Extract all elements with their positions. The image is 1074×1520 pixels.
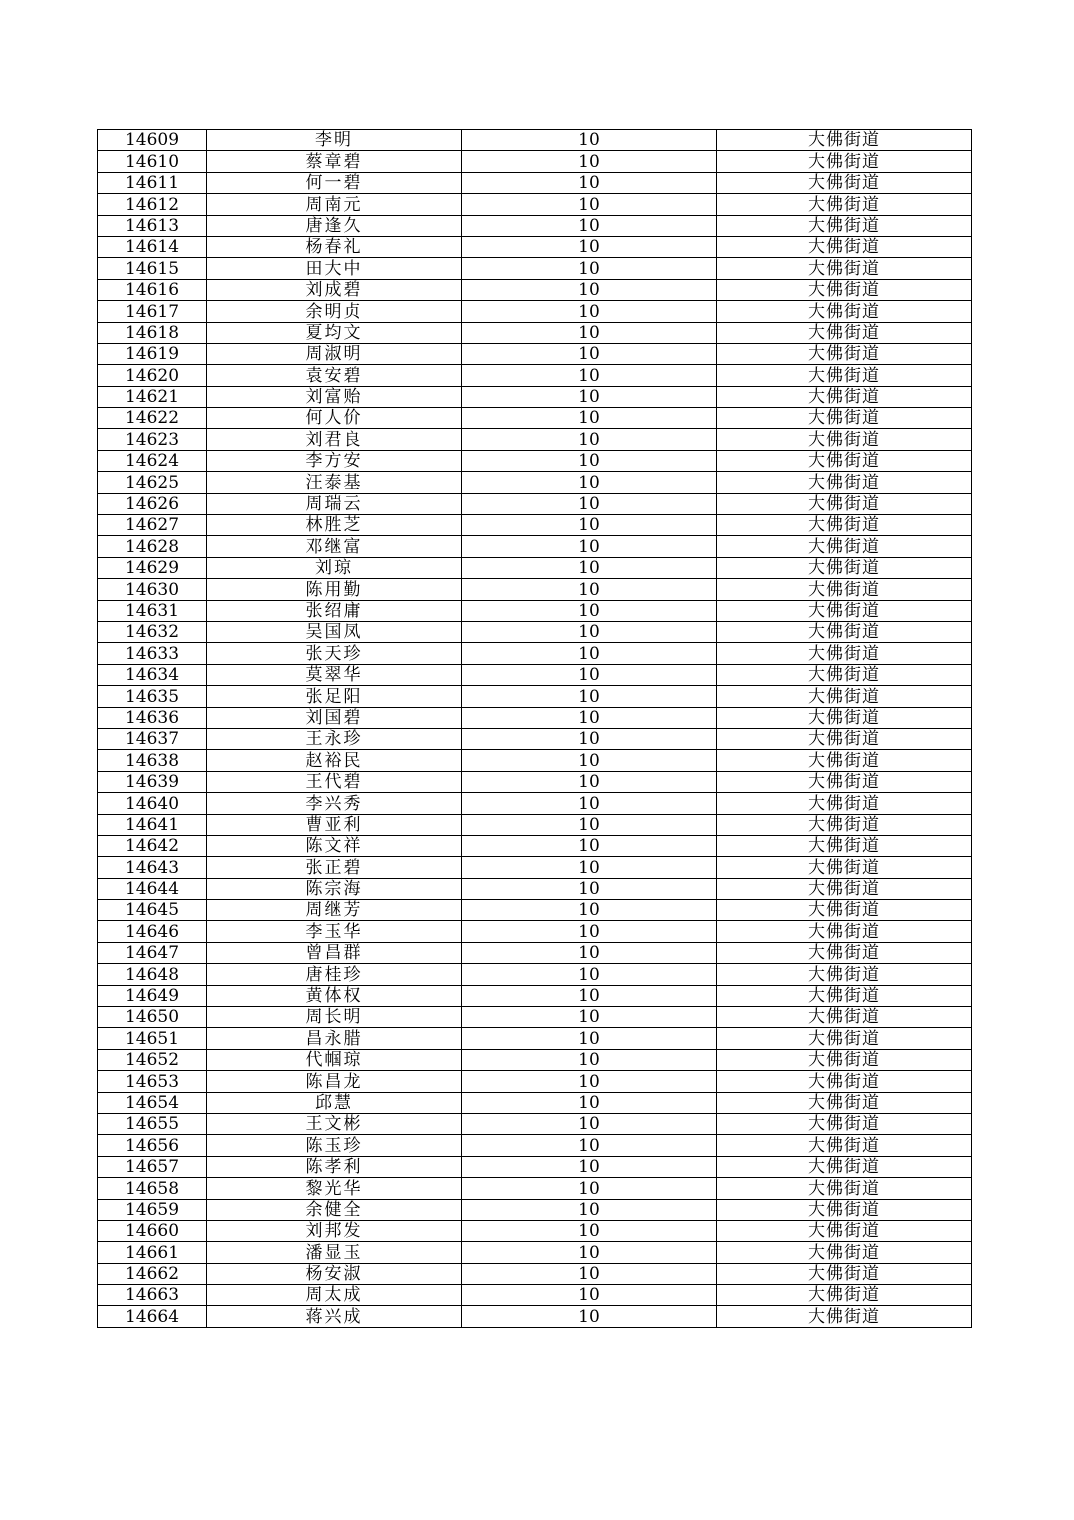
table-row [98,878,972,899]
table-row [98,686,972,707]
name-cell: 王代碧 [207,771,462,792]
table-row [98,1135,972,1156]
name-cell: 刘琼 [207,557,462,578]
amount-cell: 10 [462,1242,717,1263]
district-cell: 大佛街道 [717,664,972,685]
table-row [98,215,972,236]
amount-cell: 10 [462,194,717,215]
row-number-cell: 14647 [98,942,207,963]
table-row [98,793,972,814]
name-cell: 周继芳 [207,900,462,921]
name-cell: 蒋兴成 [207,1306,462,1327]
name-cell: 夏均文 [207,322,462,343]
row-number-cell: 14629 [98,557,207,578]
name-cell: 刘君良 [207,429,462,450]
district-cell: 大佛街道 [717,1285,972,1306]
name-cell: 邱慧 [207,1092,462,1113]
amount-cell: 10 [462,322,717,343]
table-row [98,515,972,536]
name-cell: 周南元 [207,194,462,215]
row-number-cell: 14653 [98,1071,207,1092]
name-cell: 周淑明 [207,343,462,364]
name-cell: 田大中 [207,258,462,279]
table-row [98,279,972,300]
amount-cell: 10 [462,750,717,771]
amount-cell: 10 [462,1263,717,1284]
name-cell: 曹亚利 [207,814,462,835]
amount-cell: 10 [462,793,717,814]
district-cell: 大佛街道 [717,878,972,899]
table-row [98,835,972,856]
district-cell: 大佛街道 [717,750,972,771]
district-cell: 大佛街道 [717,579,972,600]
district-cell: 大佛街道 [717,643,972,664]
district-cell: 大佛街道 [717,835,972,856]
amount-cell: 10 [462,1156,717,1177]
amount-cell: 10 [462,279,717,300]
row-number-cell: 14640 [98,793,207,814]
amount-cell: 10 [462,600,717,621]
name-cell: 刘国碧 [207,707,462,728]
amount-cell: 10 [462,964,717,985]
amount-cell: 10 [462,664,717,685]
roster-sheet [97,129,971,1328]
table-row [98,771,972,792]
district-cell: 大佛街道 [717,429,972,450]
roster-table-body [98,130,972,1328]
name-cell: 周长明 [207,1007,462,1028]
row-number-cell: 14645 [98,900,207,921]
table-row [98,557,972,578]
name-cell: 李明 [207,130,462,151]
table-row [98,1178,972,1199]
table-row [98,579,972,600]
row-number-cell: 14637 [98,728,207,749]
amount-cell: 10 [462,450,717,471]
row-number-cell: 14632 [98,621,207,642]
name-cell: 周瑞云 [207,493,462,514]
district-cell: 大佛街道 [717,386,972,407]
name-cell: 曾昌群 [207,942,462,963]
district-cell: 大佛街道 [717,215,972,236]
row-number-cell: 14644 [98,878,207,899]
amount-cell: 10 [462,921,717,942]
table-row [98,450,972,471]
amount-cell: 10 [462,1135,717,1156]
district-cell: 大佛街道 [717,686,972,707]
name-cell: 杨安淑 [207,1263,462,1284]
table-row [98,664,972,685]
row-number-cell: 14620 [98,365,207,386]
name-cell: 陈宗海 [207,878,462,899]
table-row [98,258,972,279]
table-row [98,1049,972,1070]
name-cell: 赵裕民 [207,750,462,771]
row-number-cell: 14639 [98,771,207,792]
district-cell: 大佛街道 [717,515,972,536]
name-cell: 林胜芝 [207,515,462,536]
name-cell: 莫翠华 [207,664,462,685]
district-cell: 大佛街道 [717,472,972,493]
table-row [98,964,972,985]
name-cell: 李方安 [207,450,462,471]
row-number-cell: 14635 [98,686,207,707]
row-number-cell: 14618 [98,322,207,343]
row-number-cell: 14656 [98,1135,207,1156]
amount-cell: 10 [462,1199,717,1220]
roster-table [97,129,972,1328]
amount-cell: 10 [462,515,717,536]
district-cell: 大佛街道 [717,1113,972,1134]
name-cell: 张绍庸 [207,600,462,621]
table-row [98,493,972,514]
name-cell: 陈昌龙 [207,1071,462,1092]
name-cell: 刘成碧 [207,279,462,300]
district-cell: 大佛街道 [717,942,972,963]
table-row [98,1242,972,1263]
amount-cell: 10 [462,1071,717,1092]
amount-cell: 10 [462,493,717,514]
row-number-cell: 14628 [98,536,207,557]
district-cell: 大佛街道 [717,322,972,343]
row-number-cell: 14643 [98,857,207,878]
district-cell: 大佛街道 [717,236,972,257]
amount-cell: 10 [462,258,717,279]
name-cell: 黄体权 [207,985,462,1006]
name-cell: 陈文祥 [207,835,462,856]
table-row [98,707,972,728]
district-cell: 大佛街道 [717,1135,972,1156]
name-cell: 唐桂珍 [207,964,462,985]
table-row [98,1263,972,1284]
district-cell: 大佛街道 [717,1156,972,1177]
district-cell: 大佛街道 [717,172,972,193]
amount-cell: 10 [462,1028,717,1049]
district-cell: 大佛街道 [717,707,972,728]
row-number-cell: 14655 [98,1113,207,1134]
row-number-cell: 14658 [98,1178,207,1199]
district-cell: 大佛街道 [717,130,972,151]
amount-cell: 10 [462,1306,717,1327]
row-number-cell: 14636 [98,707,207,728]
row-number-cell: 14614 [98,236,207,257]
district-cell: 大佛街道 [717,365,972,386]
row-number-cell: 14651 [98,1028,207,1049]
row-number-cell: 14660 [98,1220,207,1241]
table-row [98,1007,972,1028]
table-row [98,985,972,1006]
district-cell: 大佛街道 [717,900,972,921]
district-cell: 大佛街道 [717,258,972,279]
row-number-cell: 14649 [98,985,207,1006]
row-number-cell: 14625 [98,472,207,493]
table-row [98,236,972,257]
district-cell: 大佛街道 [717,1242,972,1263]
amount-cell: 10 [462,900,717,921]
amount-cell: 10 [462,1049,717,1070]
table-row [98,1306,972,1327]
district-cell: 大佛街道 [717,728,972,749]
amount-cell: 10 [462,1178,717,1199]
table-row [98,1028,972,1049]
name-cell: 黎光华 [207,1178,462,1199]
amount-cell: 10 [462,472,717,493]
table-row [98,643,972,664]
row-number-cell: 14646 [98,921,207,942]
table-row [98,621,972,642]
table-row [98,194,972,215]
district-cell: 大佛街道 [717,1199,972,1220]
amount-cell: 10 [462,814,717,835]
name-cell: 余健全 [207,1199,462,1220]
row-number-cell: 14642 [98,835,207,856]
amount-cell: 10 [462,857,717,878]
row-number-cell: 14650 [98,1007,207,1028]
amount-cell: 10 [462,579,717,600]
row-number-cell: 14663 [98,1285,207,1306]
name-cell: 张足阳 [207,686,462,707]
amount-cell: 10 [462,1220,717,1241]
table-row [98,942,972,963]
row-number-cell: 14633 [98,643,207,664]
row-number-cell: 14659 [98,1199,207,1220]
row-number-cell: 14623 [98,429,207,450]
district-cell: 大佛街道 [717,194,972,215]
table-row [98,728,972,749]
name-cell: 李玉华 [207,921,462,942]
amount-cell: 10 [462,172,717,193]
amount-cell: 10 [462,728,717,749]
name-cell: 吴国凤 [207,621,462,642]
row-number-cell: 14619 [98,343,207,364]
table-row [98,1285,972,1306]
district-cell: 大佛街道 [717,493,972,514]
name-cell: 代帼琼 [207,1049,462,1070]
district-cell: 大佛街道 [717,857,972,878]
amount-cell: 10 [462,1113,717,1134]
amount-cell: 10 [462,707,717,728]
amount-cell: 10 [462,1007,717,1028]
name-cell: 张天珍 [207,643,462,664]
table-row [98,151,972,172]
table-row [98,408,972,429]
amount-cell: 10 [462,151,717,172]
table-row [98,600,972,621]
table-row [98,322,972,343]
name-cell: 周太成 [207,1285,462,1306]
district-cell: 大佛街道 [717,557,972,578]
amount-cell: 10 [462,835,717,856]
row-number-cell: 14638 [98,750,207,771]
row-number-cell: 14613 [98,215,207,236]
amount-cell: 10 [462,215,717,236]
table-row [98,1071,972,1092]
district-cell: 大佛街道 [717,964,972,985]
row-number-cell: 14664 [98,1306,207,1327]
table-row [98,814,972,835]
amount-cell: 10 [462,942,717,963]
district-cell: 大佛街道 [717,536,972,557]
name-cell: 潘显玉 [207,1242,462,1263]
name-cell: 王文彬 [207,1113,462,1134]
amount-cell: 10 [462,1092,717,1113]
table-row [98,472,972,493]
row-number-cell: 14615 [98,258,207,279]
district-cell: 大佛街道 [717,600,972,621]
name-cell: 蔡章碧 [207,151,462,172]
amount-cell: 10 [462,429,717,450]
name-cell: 陈玉珍 [207,1135,462,1156]
table-row [98,536,972,557]
district-cell: 大佛街道 [717,985,972,1006]
amount-cell: 10 [462,365,717,386]
table-row [98,1220,972,1241]
district-cell: 大佛街道 [717,814,972,835]
name-cell: 刘邦发 [207,1220,462,1241]
name-cell: 李兴秀 [207,793,462,814]
row-number-cell: 14630 [98,579,207,600]
name-cell: 邓继富 [207,536,462,557]
amount-cell: 10 [462,301,717,322]
name-cell: 袁安碧 [207,365,462,386]
district-cell: 大佛街道 [717,1092,972,1113]
district-cell: 大佛街道 [717,279,972,300]
amount-cell: 10 [462,408,717,429]
row-number-cell: 14652 [98,1049,207,1070]
row-number-cell: 14634 [98,664,207,685]
table-row [98,343,972,364]
amount-cell: 10 [462,236,717,257]
table-row [98,386,972,407]
table-row [98,130,972,151]
district-cell: 大佛街道 [717,151,972,172]
row-number-cell: 14617 [98,301,207,322]
name-cell: 王永珍 [207,728,462,749]
district-cell: 大佛街道 [717,1178,972,1199]
table-row [98,1113,972,1134]
amount-cell: 10 [462,771,717,792]
row-number-cell: 14626 [98,493,207,514]
table-row [98,429,972,450]
amount-cell: 10 [462,621,717,642]
district-cell: 大佛街道 [717,450,972,471]
district-cell: 大佛街道 [717,1028,972,1049]
amount-cell: 10 [462,343,717,364]
row-number-cell: 14627 [98,515,207,536]
name-cell: 汪泰基 [207,472,462,493]
table-row [98,1092,972,1113]
district-cell: 大佛街道 [717,408,972,429]
table-row [98,172,972,193]
district-cell: 大佛街道 [717,1049,972,1070]
name-cell: 何一碧 [207,172,462,193]
row-number-cell: 14624 [98,450,207,471]
district-cell: 大佛街道 [717,771,972,792]
row-number-cell: 14610 [98,151,207,172]
table-row [98,301,972,322]
table-row [98,1156,972,1177]
district-cell: 大佛街道 [717,621,972,642]
amount-cell: 10 [462,1285,717,1306]
amount-cell: 10 [462,386,717,407]
row-number-cell: 14611 [98,172,207,193]
name-cell: 陈孝利 [207,1156,462,1177]
table-row [98,365,972,386]
row-number-cell: 14621 [98,386,207,407]
row-number-cell: 14631 [98,600,207,621]
table-row [98,900,972,921]
name-cell: 陈用勤 [207,579,462,600]
table-row [98,921,972,942]
amount-cell: 10 [462,985,717,1006]
district-cell: 大佛街道 [717,1007,972,1028]
district-cell: 大佛街道 [717,1263,972,1284]
amount-cell: 10 [462,878,717,899]
district-cell: 大佛街道 [717,793,972,814]
row-number-cell: 14622 [98,408,207,429]
row-number-cell: 14657 [98,1156,207,1177]
name-cell: 昌永腊 [207,1028,462,1049]
district-cell: 大佛街道 [717,1071,972,1092]
name-cell: 何人价 [207,408,462,429]
row-number-cell: 14609 [98,130,207,151]
district-cell: 大佛街道 [717,301,972,322]
amount-cell: 10 [462,686,717,707]
row-number-cell: 14612 [98,194,207,215]
name-cell: 刘富贻 [207,386,462,407]
table-row [98,857,972,878]
row-number-cell: 14641 [98,814,207,835]
name-cell: 张正碧 [207,857,462,878]
table-row [98,1199,972,1220]
row-number-cell: 14654 [98,1092,207,1113]
amount-cell: 10 [462,536,717,557]
table-row [98,750,972,771]
name-cell: 唐逢久 [207,215,462,236]
district-cell: 大佛街道 [717,1220,972,1241]
row-number-cell: 14662 [98,1263,207,1284]
name-cell: 余明贞 [207,301,462,322]
row-number-cell: 14616 [98,279,207,300]
row-number-cell: 14661 [98,1242,207,1263]
district-cell: 大佛街道 [717,921,972,942]
name-cell: 杨春礼 [207,236,462,257]
amount-cell: 10 [462,130,717,151]
amount-cell: 10 [462,557,717,578]
amount-cell: 10 [462,643,717,664]
row-number-cell: 14648 [98,964,207,985]
district-cell: 大佛街道 [717,1306,972,1327]
district-cell: 大佛街道 [717,343,972,364]
